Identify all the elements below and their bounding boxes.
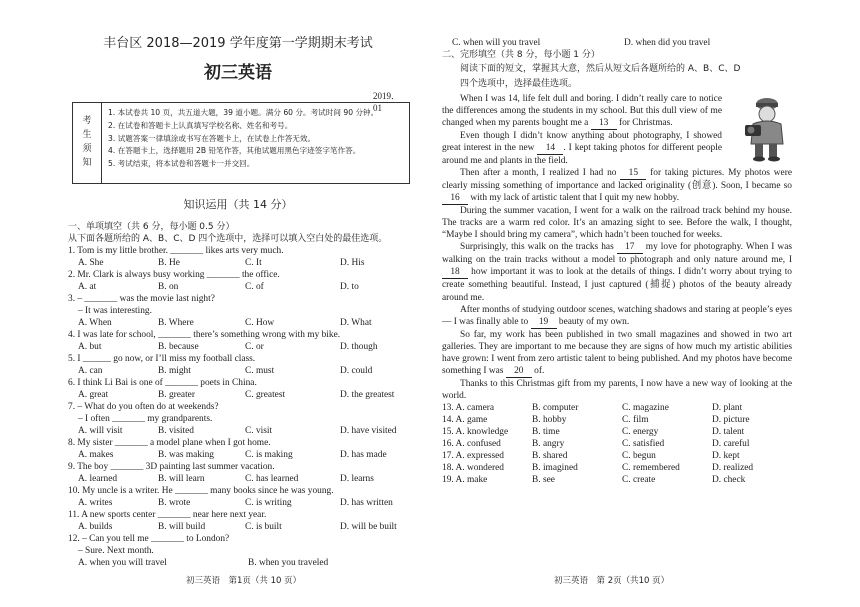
paragraph: After months of studying outdoor scenes, watching shadows and staring at people’s eyes — I was finally able to 19 beauty of my own. (442, 304, 792, 329)
blank-14: 14 (537, 142, 563, 155)
question-stem: 3. – _______ was the movie last night? (68, 294, 215, 305)
option: A. makes (78, 450, 114, 461)
option: D. have visited (340, 426, 397, 437)
blank-19: 19 (531, 316, 557, 329)
option: 17. A. expressed (442, 450, 504, 461)
option: B. angry (532, 438, 565, 449)
option: B. when you traveled (248, 558, 329, 569)
cloze-passage (442, 93, 792, 486)
option: B. will build (158, 522, 206, 533)
question-stem: 1. Tom is my little brother. _______ likes arts very much. (68, 246, 284, 257)
notice-item: 1. 本试卷共 10 页，共五道大题，39 道小题。满分 60 分。考试时间 90 分钟。 (108, 108, 379, 117)
option: D. will be built (340, 522, 397, 533)
question-stem: 2. Mr. Clark is always busy working _______ the office. (68, 270, 280, 281)
option: D. the greatest (340, 390, 395, 401)
cloze-option-row (442, 426, 792, 438)
option: B. because (158, 342, 199, 353)
question-stem: 12. – Can you tell me _______ to London? (68, 534, 230, 545)
option: C. How (245, 318, 275, 329)
option: C. greatest (245, 390, 286, 401)
option: B. was making (158, 450, 214, 461)
option: C. create (622, 474, 656, 485)
part1-instructions: 从下面各题所给的 A、B、C、D 四个选项中，选择可以填入空白处的最佳选项。 (68, 233, 388, 244)
option: D. could (340, 366, 373, 377)
option: B. computer (532, 402, 579, 413)
option: B. time (532, 426, 560, 437)
paragraph: Then after a month, I realized I had no 15 for taking pictures. My photos were clearly missing something of importance and lacked originality (创意). Soon, I became so 16 with my lack of artistic talent that I quit my new hobby. (442, 167, 792, 205)
option: C. when will you travel (452, 38, 541, 48)
subject-title: 初三英语 (204, 63, 272, 83)
option: C. magazine (622, 402, 669, 413)
option: A. at (78, 282, 97, 293)
option: C. must (245, 366, 275, 377)
option: C. energy (622, 426, 659, 437)
option: D. What (340, 318, 372, 329)
question-reply: – I often _______ my grandparents. (78, 414, 213, 425)
question-stem: 11. A new sports center _______ near here next year. (68, 510, 267, 521)
question-reply: – It was interesting. (78, 306, 152, 317)
blank-16: 16 (442, 192, 468, 205)
paragraph: Even though I didn’t know anything about photography, I showed great interest in the new 14 . I kept taking photos for different people around me and plants in the field. (442, 131, 722, 167)
option: C. begun (622, 450, 656, 461)
option-row (68, 281, 413, 293)
option: B. greater (158, 390, 195, 401)
option: A. when you will travel (78, 558, 167, 569)
option-row (68, 257, 413, 269)
option: B. He (158, 258, 180, 269)
option: A. She (78, 258, 104, 269)
section-heading: 知识运用（共 14 分） (183, 198, 293, 211)
option: B. Where (158, 318, 194, 329)
question-stem: 8. My sister _______ a model plane when I got home. (68, 438, 271, 449)
option-row (68, 557, 413, 569)
option: A. will visit (78, 426, 123, 437)
cloze-option-row (442, 414, 792, 426)
question-stem: 7. – What do you often do at weekends? (68, 402, 219, 413)
option-row (68, 389, 413, 401)
option: D. check (712, 474, 746, 485)
option: 19. A. make (442, 474, 488, 485)
q12-options-continued (452, 37, 792, 49)
option-row (68, 341, 413, 353)
option-row (68, 365, 413, 377)
question-stem: 6. I think Li Bai is one of _______ poets in China. (68, 378, 257, 389)
notice-list (102, 103, 378, 183)
page-footer: 初三英语 第 2页（共10 页） (554, 576, 670, 586)
option: D. plant (712, 402, 743, 413)
option: D. to (340, 282, 359, 293)
option: A. learned (78, 474, 118, 485)
part1-title: 一、单项填空（共 6 分，每小题 0.5 分） (68, 222, 235, 232)
option-row (68, 425, 413, 437)
page-footer: 初三英语 第1页（共 10 页） (186, 576, 302, 586)
option: C. of (245, 282, 264, 293)
option: A. but (78, 342, 102, 353)
notice-item: 3. 试题答案一律填涂或书写在答题卡上，在试卷上作答无效。 (108, 133, 316, 143)
option: A. great (78, 390, 109, 401)
question-list (68, 245, 413, 569)
option-row (68, 521, 413, 533)
cloze-option-row (442, 474, 792, 486)
cloze-option-row (442, 462, 792, 474)
option: A. builds (78, 522, 113, 533)
option: C. remembered (622, 462, 680, 473)
option: D. kept (712, 450, 740, 461)
option: 18. A. wondered (442, 462, 504, 473)
option: C. is making (245, 450, 293, 461)
option: B. shared (532, 450, 568, 461)
cloze-options (442, 402, 792, 486)
blank-13: 13 (591, 117, 617, 130)
cloze-option-row (442, 402, 792, 414)
option: D. His (340, 258, 365, 269)
blank-17: 17 (617, 241, 643, 254)
question-stem: 10. My uncle is a writer. He _______ many books since he was young. (68, 486, 334, 497)
option: 16. A. confused (442, 438, 501, 449)
option: A. writes (78, 498, 113, 509)
option: B. see (532, 474, 555, 485)
option: B. wrote (158, 498, 191, 509)
exam-date: 2019．01 (373, 91, 401, 113)
option: B. will learn (158, 474, 205, 485)
option: C. satisfied (622, 438, 665, 449)
option: B. might (158, 366, 191, 377)
option: 14. A. game (442, 414, 488, 425)
option: C. or (245, 342, 264, 353)
option: D. learns (340, 474, 374, 485)
notice-item: 4. 在答题卡上，选择题用 2B 铅笔作答，其他试题用黑色字迹签字笔作答。 (108, 146, 361, 156)
option: D. has written (340, 498, 393, 509)
part2-instructions: 阅读下面的短文，掌握其大意，然后从短文后各题所给的 A、B、C、D (460, 64, 741, 74)
option: D. has made (340, 450, 387, 461)
option-row (68, 473, 413, 485)
part2-instructions-cont: 四个选项中，选择最佳选项。 (460, 79, 578, 89)
option: D. realized (712, 462, 754, 473)
blank-18: 18 (442, 266, 468, 279)
option: C. film (622, 414, 649, 425)
question-stem: 5. I ______ go now, or I’ll miss my football class. (68, 354, 256, 365)
option-row (68, 317, 413, 329)
paragraph: Surprisingly, this walk on the tracks has 17 my love for photography. When I was walking on the train tracks without a model to photograph and only nature around me, I 18 how important it was to look at the details of things. I didn’t worry about trying to create something beautiful. Instead, I just captured (捕捉) photos of the beauty already around me. (442, 242, 793, 303)
option: C. visit (245, 426, 273, 437)
option: C. is built (245, 522, 282, 533)
paragraph: During the summer vacation, I went for a walk on the railroad track behind my house. The tracks are a warm red color. It’s an amazing sight to see. Before the walk, I thought, “Maybe I should bring my camera”, which hadn’t been touched for weeks. (442, 206, 792, 241)
option: D. careful (712, 438, 750, 449)
notice-item: 2. 在试卷和答题卡上认真填写学校名称、姓名和考号。 (108, 120, 293, 130)
part2-title: 二、完形填空（共 8 分，每小题 1 分） (442, 50, 600, 60)
option: D. when did you travel (624, 38, 711, 48)
option: B. imagined (532, 462, 578, 473)
notice-box (72, 102, 410, 184)
cloze-option-row (442, 438, 792, 450)
paragraph: So far, my work has been published in two small magazines and showed in two art galleries. They are important to me because they are signs of how much my artistic abilities have grown: I went from zero artistic talent to being published. And my photos have become something I was 20 of. (442, 329, 792, 378)
blank-20: 20 (506, 365, 532, 378)
single-choice-section (68, 222, 413, 569)
option: D. talent (712, 426, 745, 437)
paragraph: When I was 14, life felt dull and boring. I didn’t really care to notice the differences among the students in my school. But this dull view of me changed when my parents bought me a 13 for Christmas. (442, 93, 722, 130)
question-reply: – Sure. Next month. (78, 546, 154, 557)
cloze-option-row (442, 450, 792, 462)
option: 15. A. knowledge (442, 426, 509, 437)
question-stem: 4. I was late for school, _______ there’s something wrong with my bike. (68, 330, 341, 341)
option-row (68, 449, 413, 461)
option: D. though (340, 342, 378, 353)
paragraph: Thanks to this Christmas gift from my parents, I now have a new way of looking at the world. (442, 378, 792, 401)
blank-15: 15 (620, 167, 646, 180)
notice-item: 5. 考试结束，将本试卷和答题卡一并交回。 (108, 159, 255, 168)
question-stem: 9. The boy _______ 3D painting last summer vacation. (68, 462, 275, 473)
option: A. can (78, 366, 103, 377)
option: A. When (78, 318, 112, 329)
option: C. is writing (245, 498, 292, 509)
option: B. on (158, 282, 179, 293)
exam-title: 丰台区 2018—2019 学年度第一学期期末考试 (103, 36, 373, 51)
option: D. picture (712, 414, 750, 425)
notice-label: 考 生 须 知 (73, 103, 102, 183)
option: 13. A. camera (442, 402, 495, 413)
option: B. visited (158, 426, 194, 437)
option: B. hobby (532, 414, 567, 425)
option: C. It (245, 258, 262, 269)
option-row (68, 497, 413, 509)
option: C. has learned (245, 474, 299, 485)
